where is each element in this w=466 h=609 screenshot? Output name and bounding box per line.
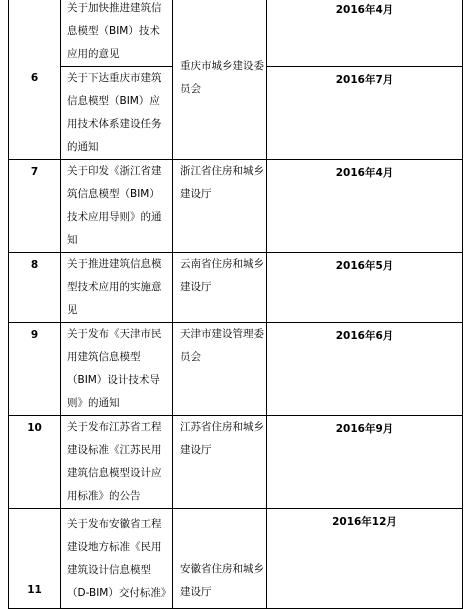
table-row bbox=[9, 253, 463, 323]
issuing-authority: 重庆市城乡建设委员会 bbox=[173, 0, 267, 160]
document-title: 关于加快推进建筑信息模型（BIM）技术应用的意见 bbox=[61, 0, 173, 67]
table-row bbox=[9, 0, 463, 67]
document-title: 关于发布《天津市民用建筑信息模型（BIM）设计技术导则》的通知 bbox=[61, 323, 173, 416]
issuing-authority: 浙江省住房和城乡建设厅 bbox=[173, 160, 267, 253]
document-title: 关于发布安徽省工程建设地方标准《民用建筑设计信息模型（D-BIM）交付标准》 bbox=[61, 509, 173, 609]
table-row bbox=[9, 416, 463, 509]
issue-date-text: 2016年12月 bbox=[332, 516, 397, 528]
row-number: 8 bbox=[9, 253, 61, 323]
issue-date bbox=[267, 253, 463, 323]
row-number: 9 bbox=[9, 323, 61, 416]
document-title: 关于下达重庆市建筑信息模型（BIM）应用技术体系建设任务的通知 bbox=[61, 67, 173, 160]
table-row bbox=[9, 160, 463, 253]
issuing-authority: 江苏省住房和城乡建设厅 bbox=[173, 416, 267, 509]
row-number: 11 bbox=[9, 509, 61, 609]
document-title: 关于推进建筑信息模型技术应用的实施意见 bbox=[61, 253, 173, 323]
issuing-authority: 云南省住房和城乡建设厅 bbox=[173, 253, 267, 323]
table-row bbox=[9, 323, 463, 416]
document-title: 关于发布江苏省工程建设标准《江苏民用建筑信息模型设计应用标准》的公告 bbox=[61, 416, 173, 509]
issuing-authority: 天津市建设管理委员会 bbox=[173, 323, 267, 416]
issue-date bbox=[267, 323, 463, 416]
document-title: 关于印发《浙江省建筑信息模型（BIM）技术应用导则》的通知 bbox=[61, 160, 173, 253]
issue-date bbox=[267, 416, 463, 509]
issue-date bbox=[267, 67, 463, 160]
row-number: 6 bbox=[9, 0, 61, 160]
table-row bbox=[9, 509, 463, 609]
issue-date bbox=[267, 0, 463, 67]
issue-date-text: 2016年7月 bbox=[335, 74, 394, 86]
issue-date-text: 2016年4月 bbox=[335, 167, 394, 179]
issue-date-text: 2016年9月 bbox=[335, 423, 394, 435]
issue-date bbox=[267, 509, 463, 609]
issue-date-text: 2016年6月 bbox=[335, 330, 394, 342]
bim-policy-table bbox=[8, 0, 463, 609]
issue-date-text: 2016年5月 bbox=[335, 260, 394, 272]
issue-date bbox=[267, 160, 463, 253]
row-number: 7 bbox=[9, 160, 61, 253]
issuing-authority: 安徽省住房和城乡建设厅 bbox=[173, 509, 267, 609]
issue-date-text: 2016年4月 bbox=[335, 4, 394, 16]
row-number: 10 bbox=[9, 416, 61, 509]
